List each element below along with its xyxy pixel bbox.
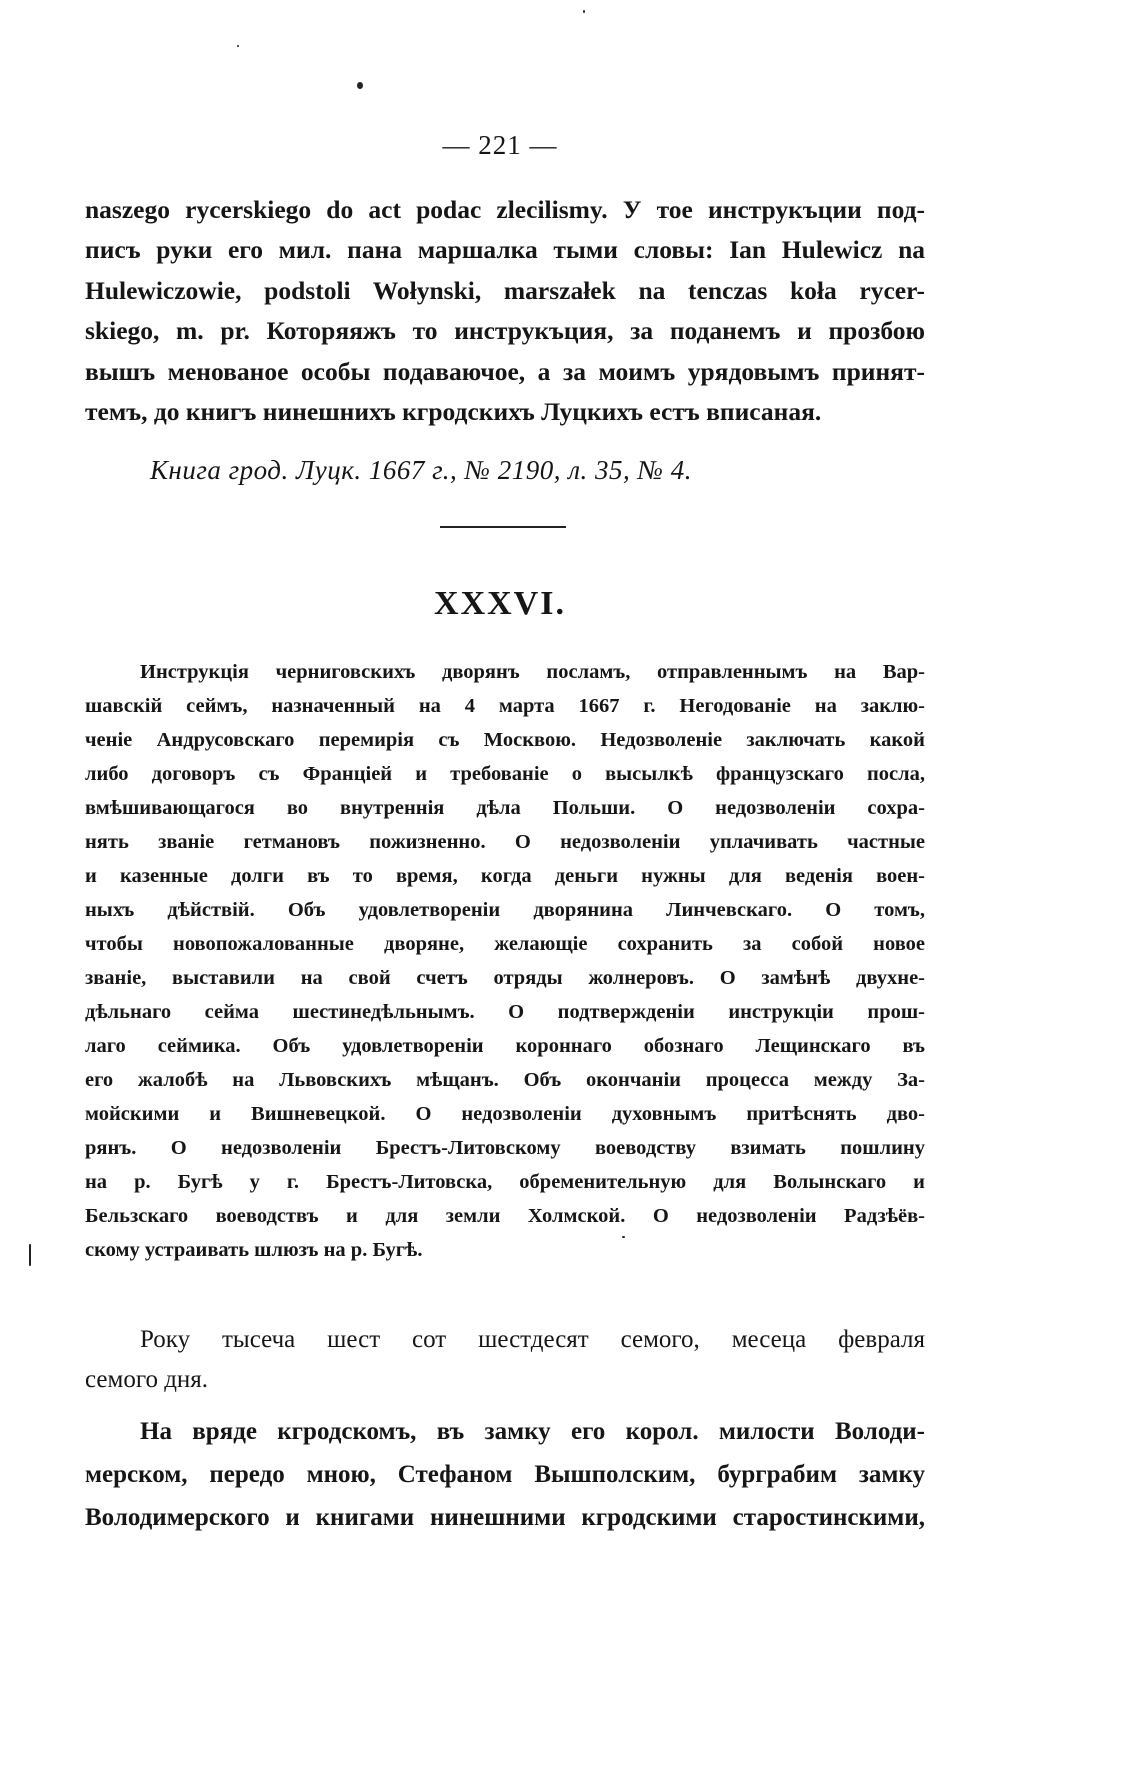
summary-line: ченіе Андрусовскаго перемирія съ Москвою. Недозволеніе заключать какой [85,729,925,751]
summary-line: лаго сеймика. Объ удовлетвореніи короннаго обознаго Лещинскаго въ [85,1035,925,1057]
summary-line: скому устраивать шлюзъ на р. Бугѣ. [85,1239,423,1261]
summary-line: рянъ. О недозволеніи Брестъ-Литовскому воеводству взимать пошлину [85,1137,925,1159]
summary-line: шавскій сеймъ, назначенный на 4 марта 1667 г. Негодованіе на заклю- [85,695,925,717]
body-paragraph [85,1320,925,1400]
summary-paragraph [85,655,925,1285]
body-line: Володимерского и книгами нинешними кгродскими старостинскими, [85,1504,925,1531]
top-paragraph [85,190,925,430]
summary-line: вмѣшивающагося во внутреннія дѣла Польши. О недозволеніи сохра- [85,797,925,819]
summary-line: мойскими и Вишневецкой. О недозволеніи духовнымъ притѣснять дво- [85,1103,925,1125]
summary-line: на р. Бугѣ у г. Брестъ-Литовска, обременительную для Волынскаго и [85,1171,925,1193]
page-number: — 221 — [442,130,558,160]
paragraph-line: писъ руки его мил. пана маршалка тыми словы: Ian Hulewicz na [85,235,925,264]
scan-speck [237,45,239,47]
paragraph-line: skiego, m. pr. Которяяжъ то инструкъция, за поданемъ и прозбою [85,316,925,345]
scan-speck [583,10,585,13]
body-line: мерском, передо мною, Стефаном Вышполским, бурграбим замку [85,1461,925,1488]
paragraph-line: вышъ менованое особы подаваючое, а за моимъ урядовымъ принят- [85,357,925,386]
scan-speck [357,82,363,89]
paragraph-line: Hulewiczowie, podstoli Wołynski, marszałek na tenczas koła rycer- [85,276,925,305]
summary-line: чтобы новопожалованные дворяне, желающіе сохранить за собой новое [85,933,925,955]
scan-speck [29,1244,31,1266]
summary-line: и казенные долги въ то время, когда деньги нужны для веденія воен- [85,865,925,887]
section-number: XXXVI. [434,585,566,622]
summary-line: ныхъ дѣйствій. Объ удовлетвореніи дворянина Линчевскаго. О томъ, [85,899,925,921]
summary-line: Бельзскаго воеводствъ и для земли Холмской. О недозволеніи Радзѣёв- [85,1205,925,1227]
body-line: Року тысеча шест сот шестдесят семого, месеца февраля [140,1326,925,1353]
summary-line: званіе, выставили на свой счетъ отряды жолнеровъ. О замѣнѣ двухне- [85,967,925,989]
body-line: семого дня. [85,1366,209,1393]
source-reference: Книга грод. Луцк. 1667 г., № 2190, л. 35, № 4. [150,455,692,485]
summary-line: Инструкція черниговскихъ дворянъ посламъ, отправленнымъ на Вар- [140,661,925,683]
section-divider [440,526,566,528]
body-line: На вряде кгродскомъ, въ замку его корол. милости Володи- [140,1418,925,1445]
paragraph-line: naszego rycerskiego do act podac zlecilismy. У тое инструкъции под- [85,195,925,224]
paragraph-line: темъ, до книгъ нинешнихъ кгродскихъ Луцкихъ естъ вписаная. [85,397,822,426]
summary-line: его жалобѣ на Львовскихъ мѣщанъ. Объ окончаніи процесса между За- [85,1069,925,1091]
summary-line: либо договоръ съ Франціей и требованіе о высылкѣ французскаго посла, [85,763,925,785]
body-paragraph [85,1412,925,1537]
summary-line: нять званіе гетмановъ пожизненно. О недозволеніи уплачивать частные [85,831,925,853]
summary-line: дѣльнаго сейма шестинедѣльнымъ. О подтвержденіи инструкціи прош- [85,1001,925,1023]
